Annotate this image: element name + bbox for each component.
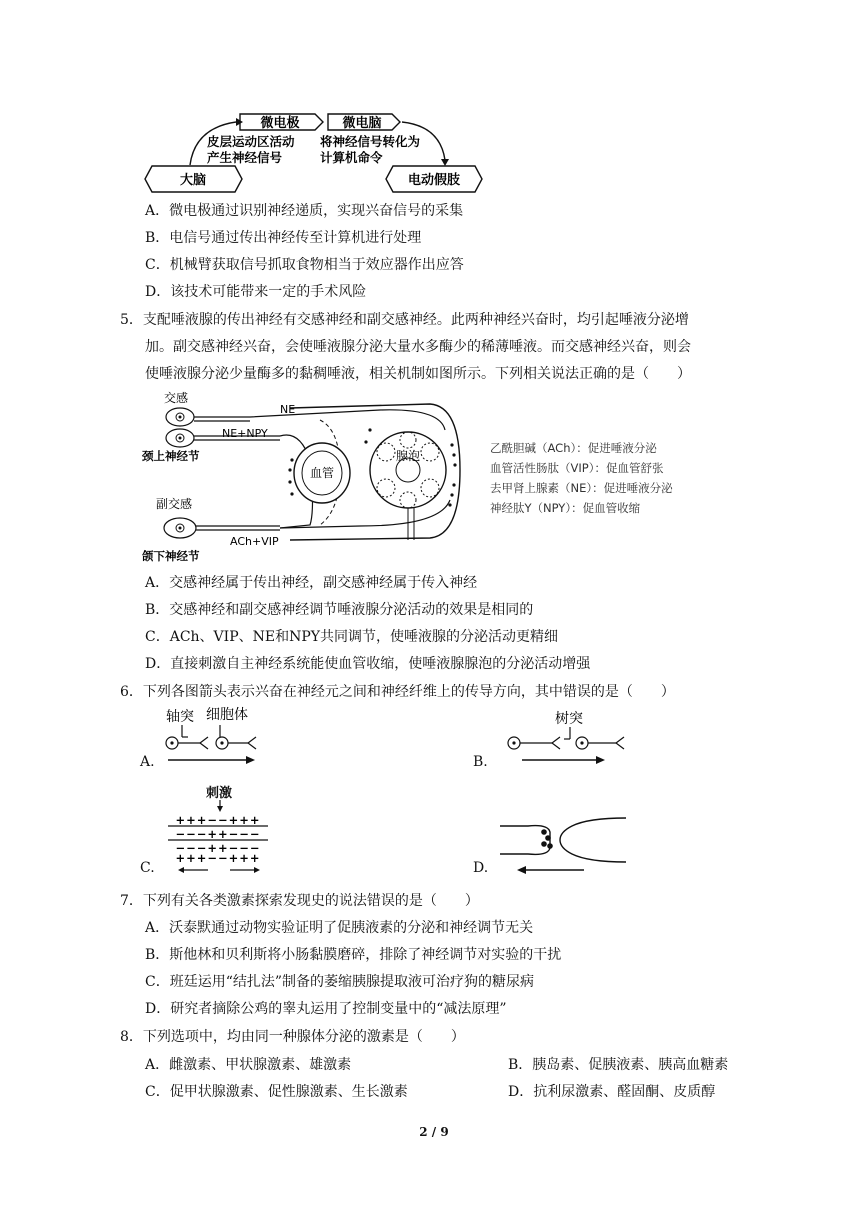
acinus-label: 腺泡 [395,449,421,463]
q6-figure-d [498,810,628,876]
q6-option-b-label[interactable]: B. [473,754,488,770]
charge-row-1: +++−−+++ [175,813,261,827]
ach-vip-label: ACh+VIP [230,535,279,548]
q7-option-d[interactable]: D．研究者摘除公鸡的睾丸运用了控制变量中的“减法原理” [145,1001,507,1017]
charge-row-4: +++−−+++ [175,851,261,865]
q8-stem: 8．下列选项中，均由同一种腺体分泌的激素是（ ） [120,1029,465,1045]
q8-option-a[interactable]: A．雌激素、甲状腺激素、雄激素 [145,1057,352,1073]
q6-option-c-label[interactable]: C. [140,860,155,876]
ne-npy-label: NE+NPY [222,427,268,440]
q7-option-c[interactable]: C．班廷运用“结扎法”制备的萎缩胰腺提取液可治疗狗的糖尿病 [145,974,535,990]
stimulus-label: 刺激 [206,786,233,801]
sympathetic-label: 交感 [164,391,189,405]
q7-option-a[interactable]: A．沃泰默通过动物实验证明了促胰液素的分泌和神经调节无关 [145,920,534,936]
charge-row-2: −−−++−−− [175,827,261,841]
q5-stem-line-1: 5．支配唾液腺的传出神经有交感神经和副交感神经。此两种神经兴奋时，均引起唾液分泌增 [120,312,689,328]
vessel-label: 血管 [309,466,335,480]
q4-option-a[interactable]: A．微电极通过识别神经递质，实现兴奋信号的采集 [145,203,464,219]
q5-option-d[interactable]: D．直接刺激自主神经系统能使血管收缩，使唾液腺腺泡的分泌活动增强 [145,656,591,672]
q4-option-c[interactable]: C．机械臂获取信号抓取食物相当于效应器作出应答 [145,257,464,273]
ne-label: NE [280,403,296,416]
acinus [370,432,446,540]
q6-figure-a [158,705,268,770]
q4-flow-diagram [140,108,485,200]
parasympathetic-label: 副交感 [156,497,193,511]
legend-item-ach: 乙酰胆碱（ACh）：促进唾液分泌 [490,441,657,455]
q8-option-c[interactable]: C．促甲状腺激素、促性腺激素、生长激素 [145,1084,408,1100]
q4-option-d[interactable]: D．该技术可能带来一定的手术风险 [145,284,367,300]
q5-stem-line-3: 使唾液腺分泌少量酶多的黏稠唾液，相关机制如图所示。下列相关说法正确的是（ ） [145,366,691,382]
axon-label: 轴突 [166,709,194,725]
q6-figure-c [168,800,273,875]
page-number: 2 / 9 [419,1125,449,1139]
q7-option-b[interactable]: B．斯他林和贝利斯将小肠黏膜磨碎，排除了神经调节对实验的干扰 [145,947,562,963]
computer-label: 微电脑 [342,116,382,131]
q5-option-a[interactable]: A．交感神经属于传出神经，副交感神经属于传入神经 [145,575,478,591]
q5-gland-diagram [140,390,480,565]
q7-stem: 7．下列有关各类激素探索发现史的说法错误的是（ ） [120,893,479,909]
superior-ganglion-label: 颈上神经节 [142,449,200,463]
dendrite-label: 树突 [555,711,583,727]
brain-label: 大脑 [179,173,207,188]
q5-option-c[interactable]: C．ACh、VIP、NE和NPY共同调节，使唾液腺的分泌活动更精细 [145,629,558,645]
right-caption-1: 将神经信号转化为 [320,134,421,149]
legend-item-ne: 去甲肾上腺素（NE）：促进唾液分泌 [490,481,673,495]
legend-item-vip: 血管活性肠肽（VIP）：促血管舒张 [490,461,664,475]
prosthesis-label: 电动假肢 [407,173,461,188]
cell-body-label: 细胞体 [206,707,248,723]
electrode-label: 微电极 [260,116,300,131]
q6-stem: 6．下列各图箭头表示兴奋在神经元之间和神经纤维上的传导方向，其中错误的是（ ） [120,684,675,700]
legend-item-npy: 神经肽Y（NPY）：促血管收缩 [490,501,641,515]
q6-option-a-label[interactable]: A. [140,754,155,770]
q6-figure-b [500,705,640,770]
charge-row-3: −−−++−−− [175,841,261,855]
q6-option-d-label[interactable]: D. [473,860,489,876]
q5-stem-line-2: 加。副交感神经兴奋，会使唾液腺分泌大量水多酶少的稀薄唾液。而交感神经兴奋，则会 [145,339,691,355]
submandibular-ganglion-label: 颌下神经节 [142,549,200,563]
left-caption-1: 皮层运动区活动 [207,134,295,149]
q8-option-b[interactable]: B．胰岛素、促胰液素、胰高血糖素 [508,1057,729,1073]
right-caption-2: 计算机命令 [320,150,383,165]
q4-option-b[interactable]: B．电信号通过传出神经传至计算机进行处理 [145,230,422,246]
q5-option-b[interactable]: B．交感神经和副交感神经调节唾液腺分泌活动的效果是相同的 [145,602,534,618]
left-caption-2: 产生神经信号 [207,150,283,165]
q8-option-d[interactable]: D．抗利尿激素、醛固酮、皮质醇 [508,1084,716,1100]
